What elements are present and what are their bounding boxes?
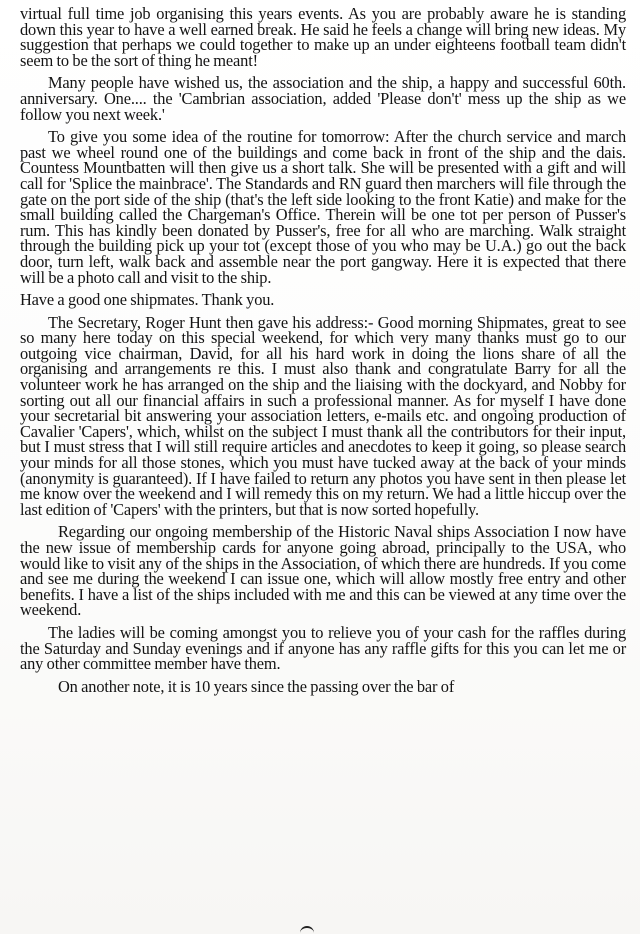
paragraph-2: Many people have wished us, the association and the ship, a happy and successful 60th. anniversary. One.... the 'Cambrian association, added 'Please don't' mess up the ship as we follow you next week.' — [20, 73, 626, 124]
paragraph-1: virtual full time job organising this years events. As you are probably aware he is standing down this year to have a well earned break. He said he feels a change will bring new ideas. My suggestion that perhaps we could together to make up an under eighteens football team didn't seem to be the sort of thing he meant! — [20, 4, 626, 70]
paragraph-3: To give you some idea of the routine for tomorrow: After the church service and march past we wheel round one of the buildings and come back in front of the ship and the dais. Countess Mountbatten will then give us a short talk. She will be presented with a gift and will call for 'Splice the mainbrace'. The Standards and RN guard then marchers will file through the gate on the port side of the ship (that's the left side looking to the front Katie) and make for the small building called the Chargeman's Office. Therein will be one tot per person of Pusser's rum. This has kindly been donated by Pusser's, free for all who are marching. Walk straight through the building pick up your tot (except those of you who may be U.A.) go out the back door, turn left, walk back and assemble near the port gangway. Here it is expected that there will be a photo call and visit to the ship. — [20, 127, 626, 287]
document-body — [20, 6, 626, 701]
paragraph-8: On another note, it is 10 years since the passing over the bar of — [58, 676, 455, 696]
paragraph-5: The Secretary, Roger Hunt then gave his address:- Good morning Shipmates, great to see so many here today on this special weekend, for which very many thanks must go to our outgoing vice chairman, David, for all his hard work in doing the lions share of all the organising and arrangements re this. I must also thank and congratulate Barry for all the volunteer work he has arranged on the ship and the liaising with the dockyard, and Nobby for sorting out all our financial affairs in such a professional manner. As for myself I have done your secretarial bit answering your association letters, e-mails etc. and ongoing production of Cavalier 'Capers', which, whilst on the subject I must thank all the contributors for their input, but I must stress that I will still require articles and anecdotes to keep it going, so please search your minds for all those stones, which you must have tucked away at the back of your minds (anonymity is guaranteed). If I have failed to return any photos you have sent in then please let me know over the weekend and I will remedy this on my return. We had a little hiccup over the last edition of 'Capers' with the printers, but that is now sorted hopefully. — [20, 312, 626, 519]
paragraph-4: Have a good one shipmates. Thank you. — [20, 290, 275, 310]
page-number-fragment — [300, 926, 314, 934]
paragraph-7: The ladies will be coming amongst you to relieve you of your cash for the raffles during the Saturday and Sunday evenings and if anyone has any raffle gifts for this you can let me or any other committee member have them. — [20, 622, 626, 674]
paragraph-6: Regarding our ongoing membership of the Historic Naval ships Association I now have the new issue of membership cards for anyone going abroad, principally to the USA, who would like to visit any of the ships in the Association, of which there are hundreds. If you come and see me during the weekend I can issue one, which will allow mostly free entry and other benefits. I have a list of the ships included with me and this can be viewed at any time over the weekend. — [20, 522, 626, 620]
